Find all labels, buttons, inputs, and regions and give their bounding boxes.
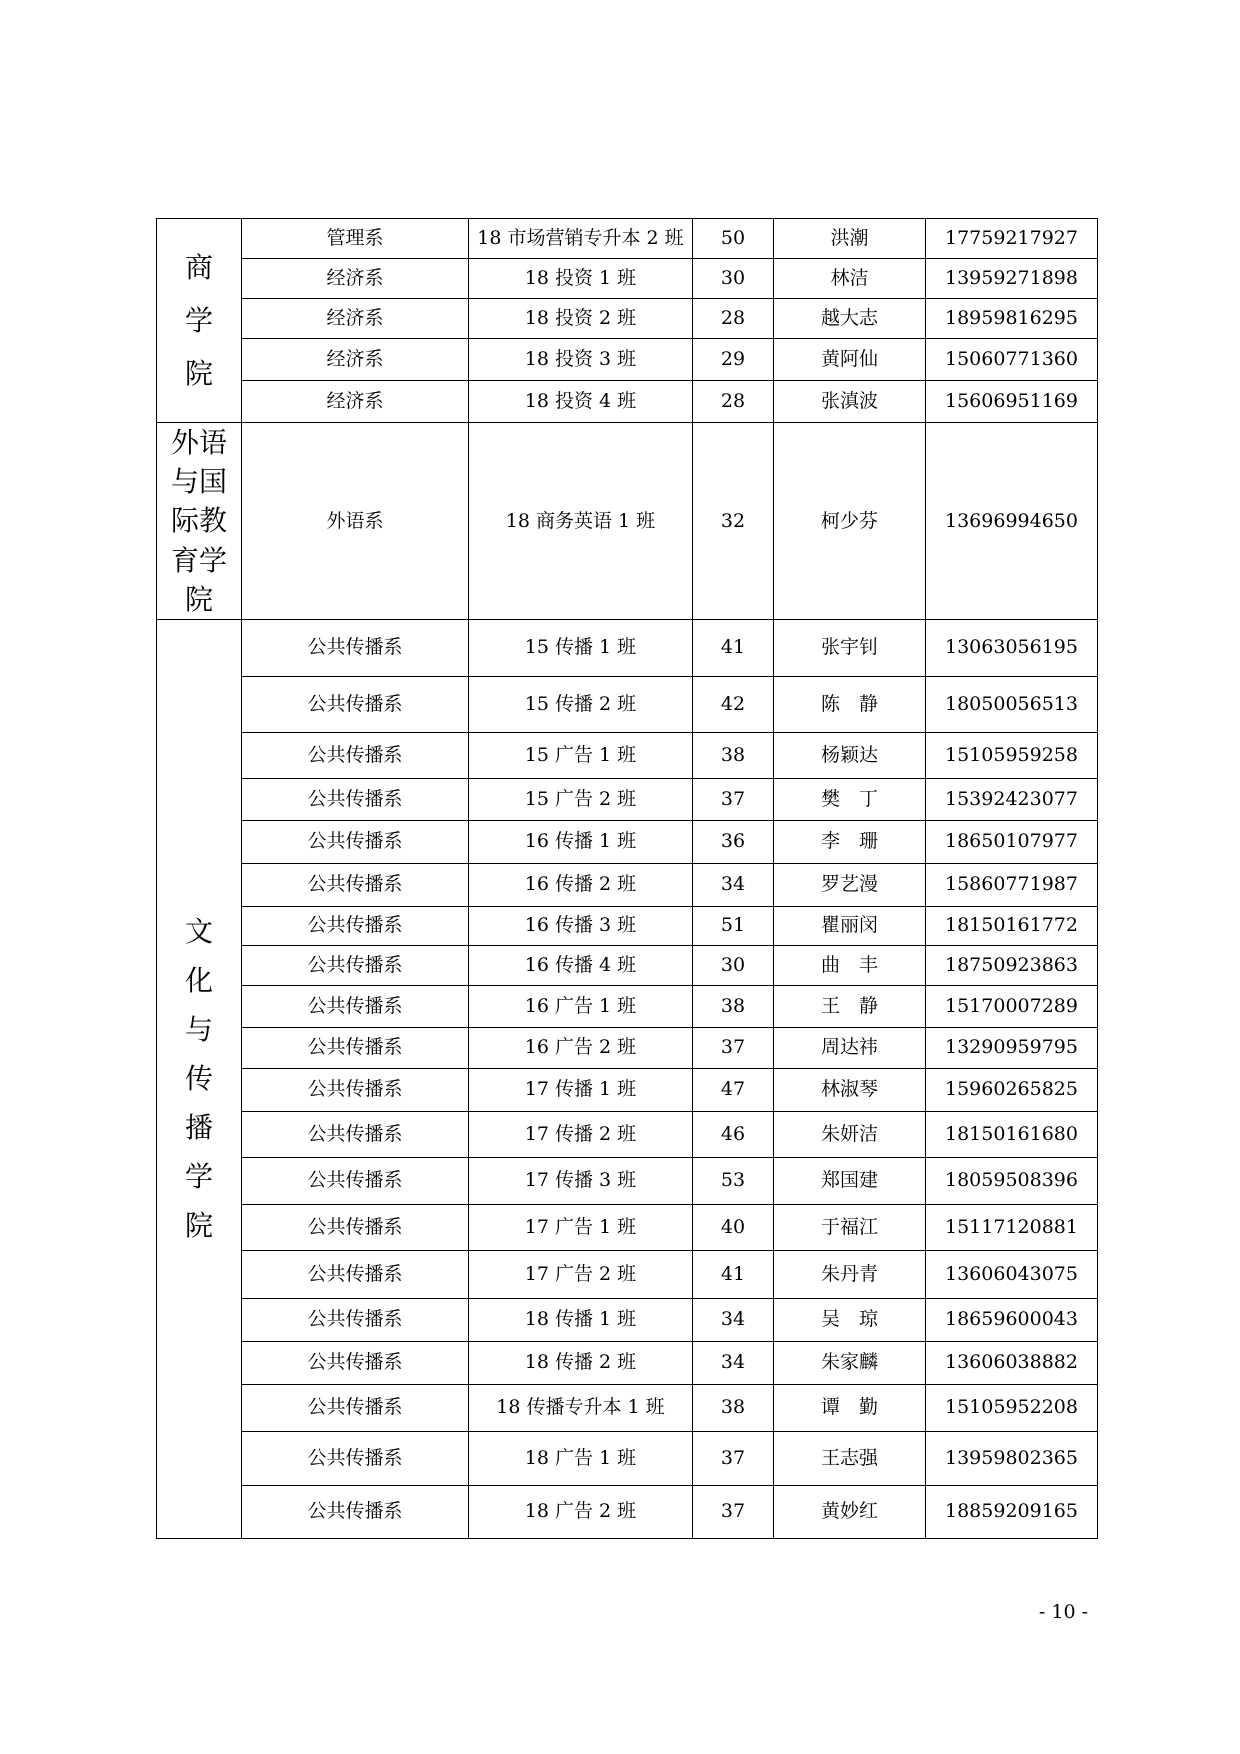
student-count-cell: 37 — [693, 1027, 774, 1068]
student-count-cell: 41 — [693, 1250, 774, 1298]
table-row — [157, 906, 1098, 945]
contact-name-cell: 罗艺漫 — [774, 863, 926, 906]
phone-number-cell: 15960265825 — [926, 1068, 1098, 1111]
department-cell: 经济系 — [242, 339, 469, 381]
department-cell: 公共传播系 — [242, 1111, 469, 1157]
department-cell: 公共传播系 — [242, 1250, 469, 1298]
contact-name-cell: 柯少芬 — [774, 423, 926, 620]
phone-number-cell: 18659600043 — [926, 1298, 1098, 1341]
class-name-cell: 15 广告 1 班 — [469, 732, 693, 778]
phone-number-cell: 18059508396 — [926, 1157, 1098, 1204]
class-name-cell: 18 投资 1 班 — [469, 259, 693, 299]
table-row — [157, 423, 1098, 620]
student-count-cell: 40 — [693, 1204, 774, 1250]
contact-name-cell: 曲 丰 — [774, 945, 926, 985]
phone-number-cell: 13696994650 — [926, 423, 1098, 620]
student-count-cell: 41 — [693, 619, 774, 676]
department-cell: 外语系 — [242, 423, 469, 620]
table-row — [157, 1431, 1098, 1485]
phone-number-cell: 13606043075 — [926, 1250, 1098, 1298]
contact-name-cell: 张滇波 — [774, 381, 926, 423]
phone-number-cell: 18050056513 — [926, 676, 1098, 732]
student-count-cell: 28 — [693, 381, 774, 423]
table-row — [157, 1111, 1098, 1157]
class-name-cell: 18 投资 2 班 — [469, 299, 693, 339]
table-row — [157, 219, 1098, 259]
class-name-cell: 15 传播 2 班 — [469, 676, 693, 732]
student-count-cell: 36 — [693, 820, 774, 863]
class-name-cell: 17 传播 1 班 — [469, 1068, 693, 1111]
college-name-cell — [157, 219, 242, 423]
phone-number-cell: 15860771987 — [926, 863, 1098, 906]
class-name-cell: 17 传播 3 班 — [469, 1157, 693, 1204]
department-cell: 管理系 — [242, 219, 469, 259]
table-row — [157, 1250, 1098, 1298]
student-count-cell: 28 — [693, 299, 774, 339]
class-name-cell: 16 传播 4 班 — [469, 945, 693, 985]
department-cell: 公共传播系 — [242, 1068, 469, 1111]
table-row — [157, 299, 1098, 339]
department-cell: 公共传播系 — [242, 676, 469, 732]
class-name-cell: 18 传播 1 班 — [469, 1298, 693, 1341]
phone-number-cell: 15170007289 — [926, 985, 1098, 1027]
student-count-cell: 42 — [693, 676, 774, 732]
phone-number-cell: 15117120881 — [926, 1204, 1098, 1250]
department-cell: 经济系 — [242, 259, 469, 299]
student-count-cell: 51 — [693, 906, 774, 945]
phone-number-cell: 13290959795 — [926, 1027, 1098, 1068]
college-name-cell — [157, 619, 242, 1538]
class-name-cell: 18 市场营销专升本 2 班 — [469, 219, 693, 259]
contact-name-cell: 李 珊 — [774, 820, 926, 863]
class-name-cell: 17 传播 2 班 — [469, 1111, 693, 1157]
class-name-cell: 15 传播 1 班 — [469, 619, 693, 676]
table-row — [157, 1384, 1098, 1431]
student-count-cell: 38 — [693, 732, 774, 778]
student-count-cell: 34 — [693, 1298, 774, 1341]
table-row — [157, 1027, 1098, 1068]
class-name-cell: 16 广告 2 班 — [469, 1027, 693, 1068]
college-name: 外语与国际教育学院 — [171, 426, 228, 616]
contact-name-cell: 杨颖达 — [774, 732, 926, 778]
student-count-cell: 47 — [693, 1068, 774, 1111]
table-row — [157, 863, 1098, 906]
department-cell: 公共传播系 — [242, 732, 469, 778]
phone-number-cell: 18150161772 — [926, 906, 1098, 945]
phone-number-cell: 18650107977 — [926, 820, 1098, 863]
student-count-cell: 37 — [693, 1485, 774, 1538]
class-name-cell: 16 传播 3 班 — [469, 906, 693, 945]
phone-number-cell: 18859209165 — [926, 1485, 1098, 1538]
department-cell: 公共传播系 — [242, 1027, 469, 1068]
class-name-cell: 17 广告 1 班 — [469, 1204, 693, 1250]
class-contact-table — [156, 218, 1098, 1539]
department-cell: 公共传播系 — [242, 619, 469, 676]
table-row — [157, 732, 1098, 778]
table-row — [157, 1204, 1098, 1250]
department-cell: 公共传播系 — [242, 985, 469, 1027]
table-row — [157, 1157, 1098, 1204]
department-cell: 公共传播系 — [242, 1384, 469, 1431]
student-count-cell: 29 — [693, 339, 774, 381]
contact-name-cell: 黄阿仙 — [774, 339, 926, 381]
class-name-cell: 15 广告 2 班 — [469, 778, 693, 820]
phone-number-cell: 18750923863 — [926, 945, 1098, 985]
phone-number-cell: 15105952208 — [926, 1384, 1098, 1431]
student-count-cell: 34 — [693, 1341, 774, 1384]
table-row — [157, 676, 1098, 732]
contact-name-cell: 于福江 — [774, 1204, 926, 1250]
student-count-cell: 37 — [693, 1431, 774, 1485]
contact-name-cell: 王志强 — [774, 1431, 926, 1485]
contact-name-cell: 谭 勤 — [774, 1384, 926, 1431]
department-cell: 公共传播系 — [242, 778, 469, 820]
page-number: - 10 - — [1038, 1601, 1088, 1623]
college-name-cell — [157, 423, 242, 620]
table-row — [157, 619, 1098, 676]
phone-number-cell: 13959271898 — [926, 259, 1098, 299]
table-row — [157, 1485, 1098, 1538]
table-row — [157, 381, 1098, 423]
department-cell: 公共传播系 — [242, 863, 469, 906]
contact-name-cell: 洪潮 — [774, 219, 926, 259]
phone-number-cell: 17759217927 — [926, 219, 1098, 259]
contact-name-cell: 朱妍洁 — [774, 1111, 926, 1157]
table-row — [157, 339, 1098, 381]
phone-number-cell: 15060771360 — [926, 339, 1098, 381]
department-cell: 经济系 — [242, 381, 469, 423]
class-name-cell: 18 商务英语 1 班 — [469, 423, 693, 620]
table-row — [157, 985, 1098, 1027]
contact-name-cell: 朱丹青 — [774, 1250, 926, 1298]
student-count-cell: 38 — [693, 1384, 774, 1431]
class-name-cell: 18 投资 4 班 — [469, 381, 693, 423]
student-count-cell: 38 — [693, 985, 774, 1027]
department-cell: 公共传播系 — [242, 1341, 469, 1384]
student-count-cell: 32 — [693, 423, 774, 620]
contact-name-cell: 越大志 — [774, 299, 926, 339]
phone-number-cell: 15606951169 — [926, 381, 1098, 423]
contact-name-cell: 陈 静 — [774, 676, 926, 732]
table-row — [157, 778, 1098, 820]
student-count-cell: 37 — [693, 778, 774, 820]
phone-number-cell: 15105959258 — [926, 732, 1098, 778]
department-cell: 公共传播系 — [242, 1204, 469, 1250]
class-name-cell: 16 传播 2 班 — [469, 863, 693, 906]
class-name-cell: 18 传播 2 班 — [469, 1341, 693, 1384]
student-count-cell: 46 — [693, 1111, 774, 1157]
contact-name-cell: 黄妙红 — [774, 1485, 926, 1538]
student-count-cell: 30 — [693, 259, 774, 299]
class-name-cell: 18 投资 3 班 — [469, 339, 693, 381]
phone-number-cell: 13606038882 — [926, 1341, 1098, 1384]
student-count-cell: 50 — [693, 219, 774, 259]
contact-name-cell: 朱家麟 — [774, 1341, 926, 1384]
student-count-cell: 30 — [693, 945, 774, 985]
table-row — [157, 1068, 1098, 1111]
student-count-cell: 53 — [693, 1157, 774, 1204]
contact-name-cell: 瞿丽闵 — [774, 906, 926, 945]
contact-name-cell: 郑国建 — [774, 1157, 926, 1204]
department-cell: 公共传播系 — [242, 906, 469, 945]
class-name-cell: 18 传播专升本 1 班 — [469, 1384, 693, 1431]
contact-name-cell: 林淑琴 — [774, 1068, 926, 1111]
class-name-cell: 16 传播 1 班 — [469, 820, 693, 863]
phone-number-cell: 18959816295 — [926, 299, 1098, 339]
student-count-cell: 34 — [693, 863, 774, 906]
class-name-cell: 18 广告 1 班 — [469, 1431, 693, 1485]
contact-name-cell: 樊 丁 — [774, 778, 926, 820]
table-row — [157, 259, 1098, 299]
phone-number-cell: 13063056195 — [926, 619, 1098, 676]
contact-name-cell: 张宇钊 — [774, 619, 926, 676]
department-cell: 公共传播系 — [242, 1298, 469, 1341]
table-row — [157, 1298, 1098, 1341]
department-cell: 公共传播系 — [242, 1431, 469, 1485]
college-name: 文化与传播学院 — [185, 915, 214, 1243]
class-name-cell: 17 广告 2 班 — [469, 1250, 693, 1298]
class-name-cell: 16 广告 1 班 — [469, 985, 693, 1027]
contact-name-cell: 林洁 — [774, 259, 926, 299]
department-cell: 公共传播系 — [242, 1485, 469, 1538]
class-name-cell: 18 广告 2 班 — [469, 1485, 693, 1538]
phone-number-cell: 13959802365 — [926, 1431, 1098, 1485]
phone-number-cell: 18150161680 — [926, 1111, 1098, 1157]
contact-name-cell: 周达祎 — [774, 1027, 926, 1068]
department-cell: 公共传播系 — [242, 1157, 469, 1204]
department-cell: 经济系 — [242, 299, 469, 339]
contact-name-cell: 王 静 — [774, 985, 926, 1027]
department-cell: 公共传播系 — [242, 945, 469, 985]
table-row — [157, 820, 1098, 863]
table-row — [157, 945, 1098, 985]
table-row — [157, 1341, 1098, 1384]
department-cell: 公共传播系 — [242, 820, 469, 863]
contact-name-cell: 吴 琼 — [774, 1298, 926, 1341]
college-name: 商学院 — [185, 250, 214, 391]
phone-number-cell: 15392423077 — [926, 778, 1098, 820]
